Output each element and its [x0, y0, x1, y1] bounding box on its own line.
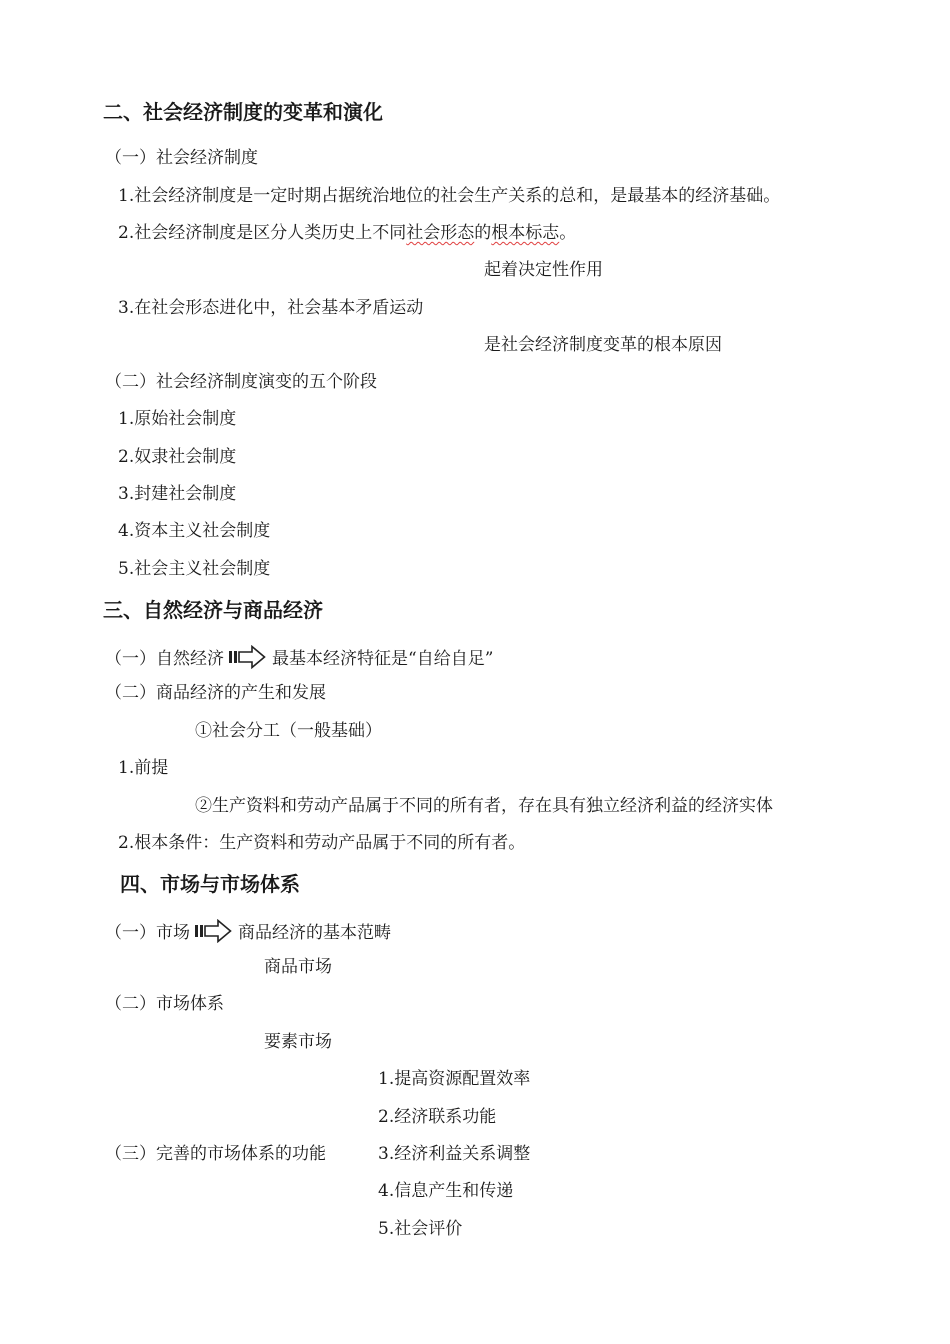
underlined-term: 根本标志	[491, 223, 560, 243]
list-item: 1.前提	[118, 758, 169, 778]
text: 2.社会经济制度是区分人类历史上不同	[118, 223, 407, 243]
list-item: 1.原始社会制度	[118, 409, 237, 429]
label: （一）市场	[105, 923, 190, 943]
list-item: ①社会分工（一般基础）	[195, 721, 382, 741]
list-item: 2.经济联系功能	[378, 1107, 497, 1127]
list-item: 要素市场	[264, 1032, 332, 1052]
subheading-commodity-economy: （二）商品经济的产生和发展	[105, 683, 326, 703]
list-item: 2.奴隶社会制度	[118, 447, 237, 467]
section-heading-3: 三、自然经济与商品经济	[103, 598, 323, 622]
list-item	[118, 222, 576, 244]
section-heading-2: 二、社会经济制度的变革和演化	[103, 100, 383, 124]
list-item: 4.资本主义社会制度	[118, 521, 271, 541]
label: （一）自然经济	[105, 649, 224, 669]
subheading-market-system: （二）市场体系	[105, 994, 224, 1014]
underlined-term: 社会形态	[406, 223, 475, 243]
list-item: 3.经济利益关系调整	[378, 1144, 531, 1164]
text: 的	[474, 223, 492, 243]
list-item: 1.社会经济制度是一定时期占据统治地位的社会生产关系的总和，是最基本的经济基础。	[118, 186, 781, 206]
text: 最基本经济特征是“自给自足”	[272, 649, 494, 669]
arrow-right-icon	[194, 919, 232, 949]
section-heading-4: 四、市场与市场体系	[120, 872, 300, 896]
subheading-market-functions: （三）完善的市场体系的功能	[105, 1144, 326, 1164]
subheading-market	[105, 919, 391, 949]
list-item: 3.在社会形态进化中，社会基本矛盾运动	[118, 298, 424, 318]
subheading-natural-economy	[105, 645, 493, 675]
arrow-right-icon	[228, 645, 266, 675]
list-item: 商品市场	[264, 957, 332, 977]
subheading-social-economic-system: （一）社会经济制度	[105, 148, 258, 168]
text: 商品经济的基本范畴	[238, 923, 391, 943]
list-item: 5.社会主义社会制度	[118, 559, 271, 579]
list-item: 4.信息产生和传递	[378, 1181, 514, 1201]
list-item: 3.封建社会制度	[118, 484, 237, 504]
subheading-five-stages: （二）社会经济制度演变的五个阶段	[105, 372, 377, 392]
note: 起着决定性作用	[484, 260, 603, 280]
text: 。	[559, 223, 577, 243]
list-item: ②生产资料和劳动产品属于不同的所有者，存在具有独立经济利益的经济实体	[195, 796, 773, 816]
list-item: 5.社会评价	[378, 1219, 463, 1239]
note: 是社会经济制度变革的根本原因	[484, 335, 722, 355]
list-item: 1.提高资源配置效率	[378, 1069, 531, 1089]
list-item: 2.根本条件：生产资料和劳动产品属于不同的所有者。	[118, 833, 526, 853]
